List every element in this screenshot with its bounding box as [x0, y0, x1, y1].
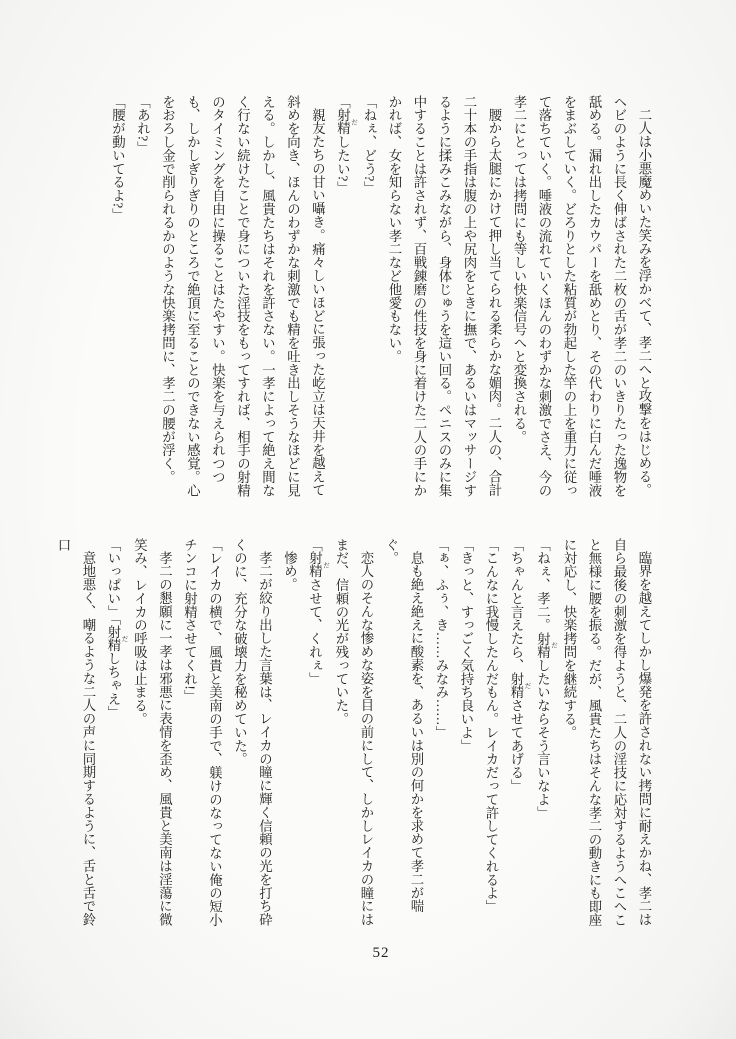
- ruby-annotated-word: 射精 だ: [335, 108, 357, 136]
- ruby-annotated-word: 射精 だ: [106, 625, 128, 652]
- paragraph: 「きっと、すっごく気持ち良いよ」: [459, 538, 474, 753]
- text-block-top: [103, 95, 657, 498]
- paragraph: 親友たちの甘い囁き。痛々しいほどに張った屹立は天井を越えて斜めを向き、ほんのわずかな刺激でも精を吐き出しそうなほどに見える。しかし、風貴たちはそれを許さない。一孝によって絶え間なく行ない続けたことで身についた淫技をもってすれば、相手の射精のタイミングを自由に操ることはたやすい。快楽を与えられつつも、しかしぎりぎりのところで絶頂に至ることのできない感覚。心をおろし金で削られるかのような快楽拷問に、孝二の腰が浮く。: [160, 95, 326, 497]
- paragraph: 「あれ?」: [135, 95, 151, 155]
- paragraph: 意地悪く、嘲るような二人の声に同期するように、舌と舌で鈴口: [56, 538, 96, 927]
- paragraph: 「ねぇ、孝二。射精 だしたいならそう言いなよ」: [535, 538, 557, 820]
- paragraph: 「ぁ、ふぅ、き……みなみ……」: [434, 538, 449, 739]
- ruby-annotated-word: 射精 だ: [509, 672, 531, 699]
- text-block-bottom: [56, 538, 657, 937]
- paragraph: 「ねぇ、どう?」: [362, 95, 377, 195]
- paragraph: 「ちゃんと言えたら、射精 ださせてあげる」: [509, 538, 531, 793]
- paragraph: 腰から太腿にかけて押し当てられる柔らかな媚肉。二人の、合計二十本の手指は腹の上や尻肉をときに撫で、あるいはマッサージするように揉みこみながら、身体じゅうを這い回る。ペニスのみに集中することは許されず、百戦錬磨の性技を身に着けた二人の手にかかれば、女を知らない孝二など他愛もない。: [387, 95, 502, 497]
- paragraph: 惨め。: [282, 551, 298, 592]
- ruby-annotated-word: 射精 だ: [535, 631, 557, 659]
- paragraph: 臨界を越えてしかし爆発を許されない拷問に耐えかね、孝二は自ら最後の刺激を得ようと、二人の淫技に応対するようへこへこと無様に腰を振る。だが、風貴たちはそんな孝二の動きにも即座に対応し、快楽拷問を継続する。: [562, 538, 652, 927]
- paragraph: 「腰が動いてるよ?」: [110, 95, 126, 222]
- paragraph: 孝二が絞り出した言葉は、レイカの瞳に輝く信頼の光を打ち砕くのに、充分な破壊力を秘めていた。: [232, 538, 273, 927]
- paragraph: 息も絶え絶えに酸素を、あるいは別の何かを求めて孝二が喘ぐ。: [384, 538, 424, 914]
- page-number: 52: [372, 945, 390, 961]
- ruby-annotated-word: 射精 だ: [307, 551, 329, 579]
- paragraph: 「射精 ださせて、くれぇ」: [307, 538, 329, 686]
- paragraph: 「射精 だしたい?」: [335, 95, 357, 195]
- paragraph: 「いっぱい」「射精 だしちゃえ」: [106, 538, 128, 719]
- paragraph: 「レイカの横で、風貴と美南の手で、躾けのなってない俺の短小チンコに射精させてくれ!」: [182, 538, 223, 927]
- paragraph: 「こんなに我慢したんだもん。レイカだって許してくれるよ」: [484, 538, 499, 914]
- paragraph: 恋人のそんな惨めな姿を目の前にして、しかしレイカの瞳にはまだ、信頼の光が残っていた。: [334, 538, 374, 927]
- paragraph: 孝二の懇願に一孝は邪悪に表情を歪め、風貴と美南は淫蕩に微笑み、レイカの呼吸は止まる。: [132, 538, 173, 927]
- paragraph: 二人は小悪魔めいた笑みを浮かべて、孝二へと攻撃をはじめる。ヘビのように長く伸ばされた二枚の舌が孝二のいきりたった逸物を舐める。漏れ出したカウパーを舐めとり、その代わりに白んだ唾液をまぶしていく。どろりとした粘質が勃起した竿の上を重力に従って落ちていく。唾液の流れていくほんのわずかな刺激でさえ、今の孝二にとっては拷問にも等しい快楽信号へと変換される。: [512, 95, 652, 497]
